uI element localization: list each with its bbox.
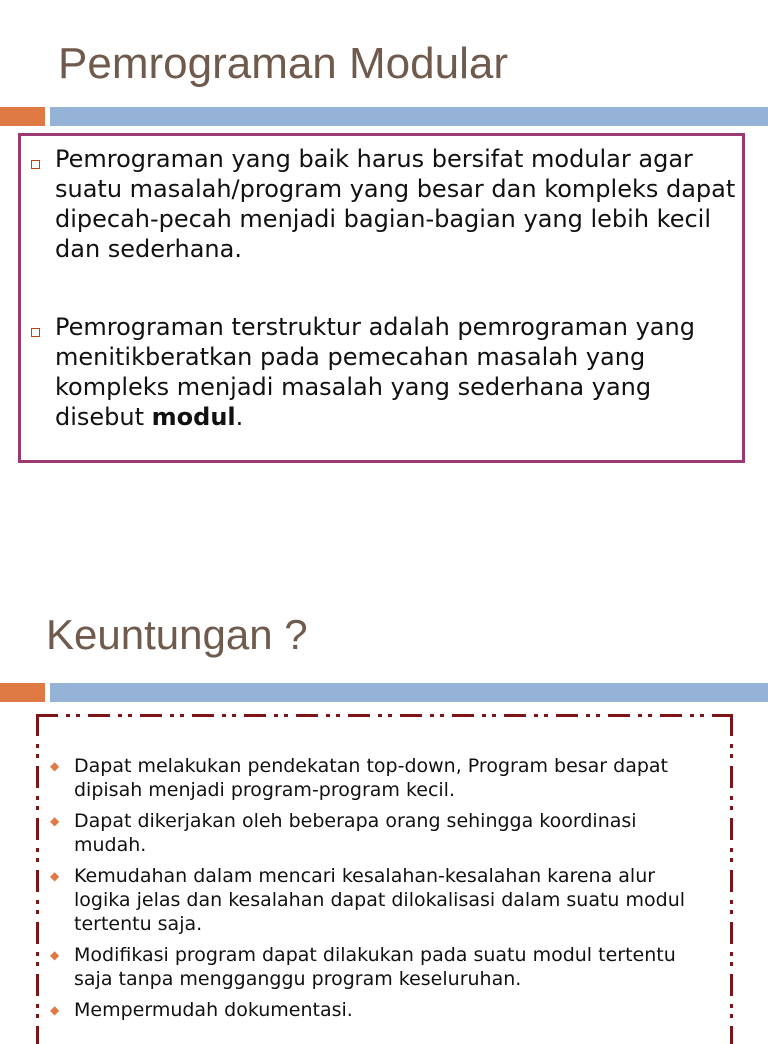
diamond-icon: ◆	[50, 759, 60, 773]
benefit-list	[50, 754, 710, 1029]
list-item-text: Kemudahan dalam mencari kesalahan-kesalahan karena alur logika jelas dan kesalahan dapat dilokalisasi dalam suatu modul tertentu saja.	[74, 865, 686, 935]
list-item	[50, 754, 710, 802]
list-item	[50, 943, 710, 991]
list-item-text: Modifikasi program dapat dilakukan pada suatu modul tertentu saja tanpa mengganggu program keseluruhan.	[74, 944, 676, 990]
list-item-text: Mempermudah dokumentasi.	[74, 999, 353, 1021]
content-box-dashed	[36, 714, 733, 1044]
dashed-border-right	[730, 714, 733, 1044]
accent-bar-orange	[0, 683, 45, 702]
diamond-icon: ◆	[50, 948, 60, 962]
diamond-icon: ◆	[50, 814, 60, 828]
bullet-text: Pemrograman yang baik harus bersifat modular agar suatu masalah/program yang besar dan kompleks dapat dipecah-pecah menjadi bagian-bagian yang lebih kecil dan sederhana.	[55, 145, 736, 263]
slide-title: Keuntungan ?	[46, 611, 308, 658]
list-item-text: Dapat dikerjakan oleh beberapa orang sehingga koordinasi mudah.	[74, 810, 637, 856]
hollow-square-icon	[31, 328, 40, 337]
bullet-item	[31, 144, 739, 264]
bullet-item	[31, 312, 739, 432]
bullet-text-part: Pemrograman terstruktur adalah pemrograman yang menitikberatkan pada pemecahan masalah yang kompleks menjadi masalah yang sederhana yang disebut	[55, 313, 695, 431]
diamond-icon: ◆	[50, 1003, 60, 1017]
bullet-text-part: .	[235, 403, 244, 431]
list-item-text: Dapat melakukan pendekatan top-down, Program besar dapat dipisah menjadi program-program kecil.	[74, 755, 669, 801]
diamond-icon: ◆	[50, 869, 60, 883]
accent-bar-orange	[0, 107, 45, 126]
bullet-text-bold: modul	[151, 403, 236, 431]
slide-title: Pemrograman Modular	[58, 39, 508, 88]
slide-pemrograman-modular	[0, 0, 768, 500]
content-box	[18, 133, 745, 463]
dashed-border-left	[36, 714, 39, 1044]
slide-keuntungan	[0, 580, 768, 1024]
list-item	[50, 809, 710, 857]
bullet-text	[55, 312, 739, 432]
accent-bar-blue	[50, 683, 768, 702]
list-item	[50, 998, 710, 1022]
accent-bar-blue	[50, 107, 768, 126]
dashed-border-top	[36, 714, 733, 717]
list-item	[50, 864, 710, 936]
hollow-square-icon	[31, 160, 40, 169]
